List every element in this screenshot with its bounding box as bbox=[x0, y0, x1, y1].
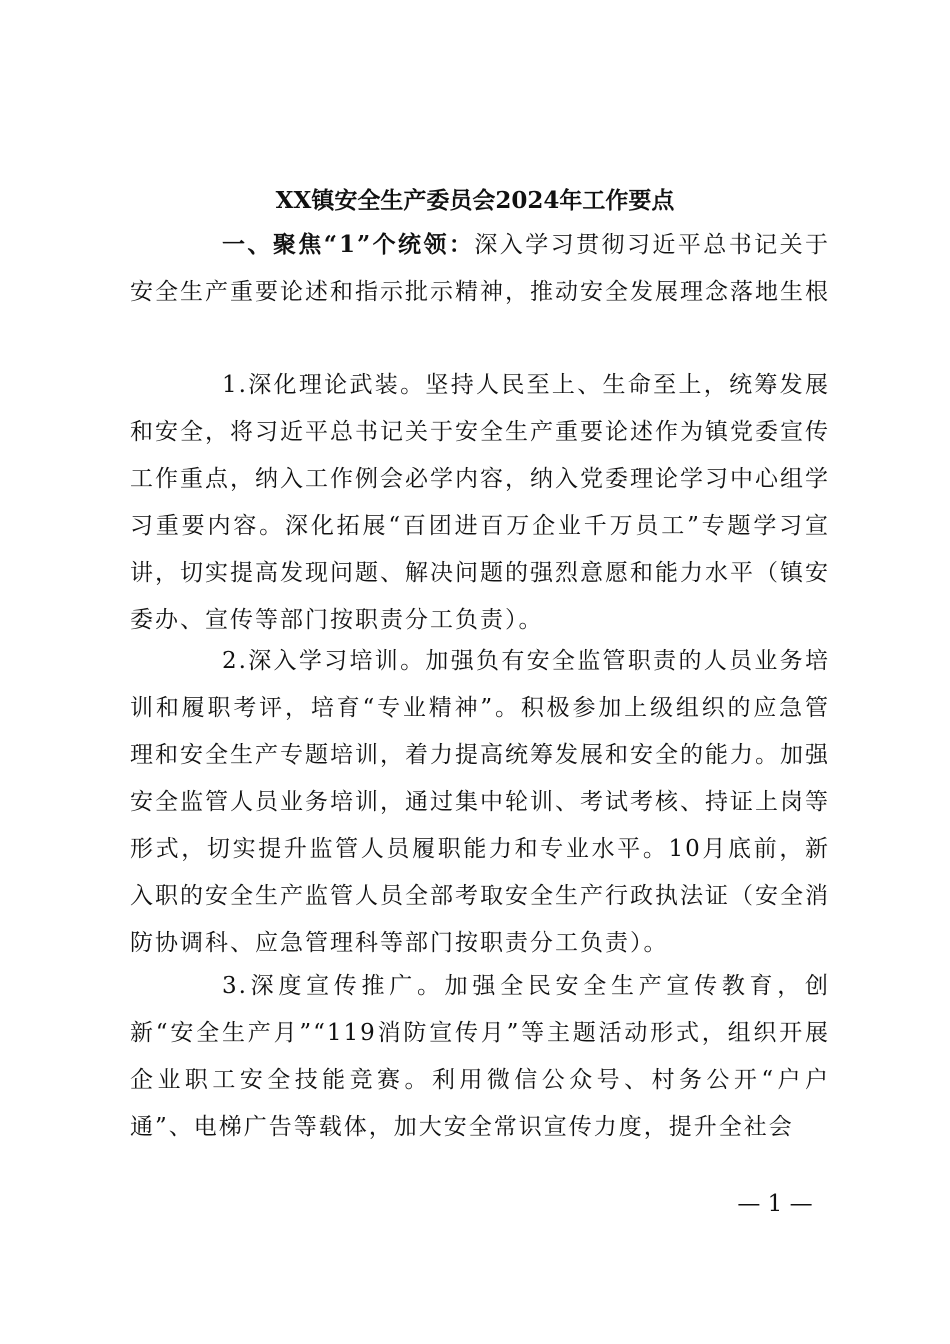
paragraph-2: 2.深入学习培训。加强负有安全监管职责的人员业务培训和履职考评，培育“专业精神”。积极参加上级组织的应急管理和安全生产专题培训，着力提高统筹发展和安全的能力。加强安全监管人员业务培训，通过集中轮训、考试考核、持证上岗等形式，切实提升监管人员履职能力和专业水平。10月底前，新入职的安全生产监管人员全部考取安全生产行政执法证（安全消防协调科、应急管理科等部门按职责分工负责）。 bbox=[130, 648, 830, 956]
section-heading-1 bbox=[130, 221, 830, 316]
paragraph-3: 3.深度宣传推广。加强全民安全生产宣传教育，创新“安全生产月”“119消防宣传月”等主题活动形式，组织开展企业职工安全技能竞赛。利用微信公众号、村务公开“户户通”、电梯广告等载体，加大安全常识宣传力度，提升全社会 bbox=[130, 973, 830, 1140]
section-heading-text: 深入学习贯彻习近平总书记关于安全生产重要论述和指示批示精神，推动安全发展理念落地生根 bbox=[130, 232, 831, 305]
document-title: XX镇安全生产委员会2024年工作要点 bbox=[275, 187, 675, 214]
page-number: — 1 — bbox=[737, 1191, 813, 1217]
section-heading-lead: 一、聚焦“1”个统领： bbox=[222, 231, 475, 258]
paragraph-1: 1.深化理论武装。坚持人民至上、生命至上，统筹发展和安全，将习近平总书记关于安全生产重要论述作为镇党委宣传工作重点，纳入工作例会必学内容，纳入党委理论学习中心组学习重要内容。深化拓展“百团进百万企业千万员工”专题学习宣讲，切实提高发现问题、解决问题的强烈意愿和能力水平（镇安委办、宣传等部门按职责分工负责）。 bbox=[130, 372, 830, 633]
